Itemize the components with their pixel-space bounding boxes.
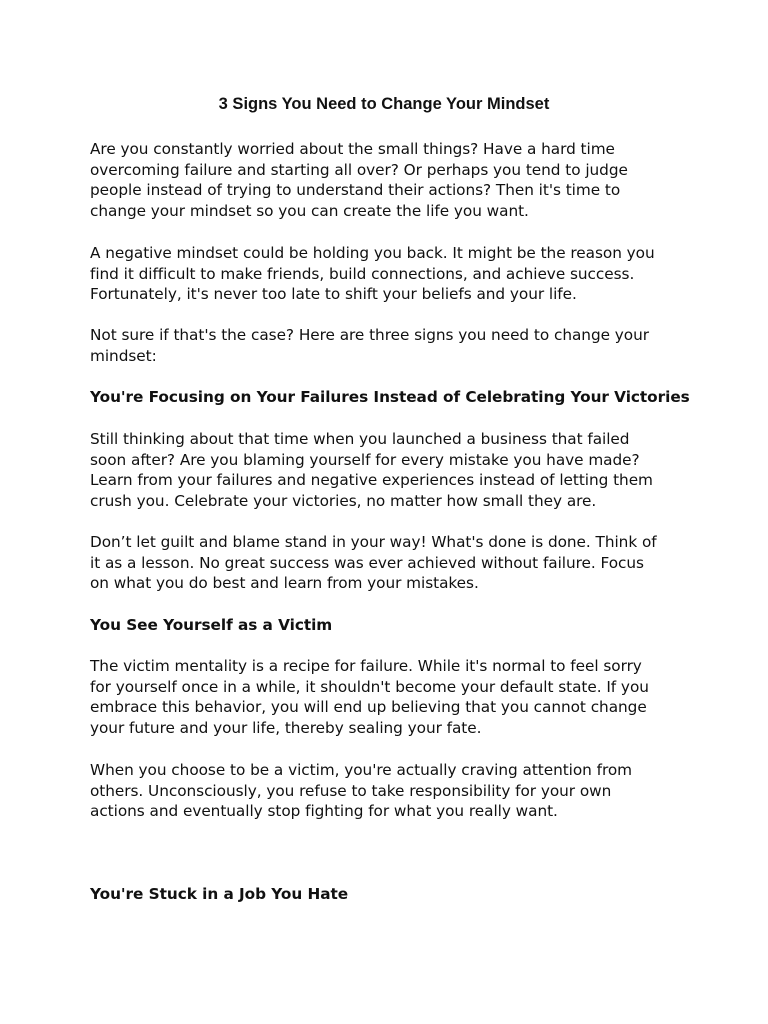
intro-paragraph-2 [90, 243, 690, 305]
text-line: it as a lesson. No great success was ever achieved without failure. Focus [90, 553, 644, 572]
text-line: mindset: [90, 346, 157, 365]
text-line: The victim mentality is a recipe for failure. While it's normal to feel sorry [90, 657, 642, 675]
text-line: your future and your life, thereby sealing your fate. [90, 719, 482, 738]
text-line: others. Unconsciously, you refuse to take responsibility for your own [90, 781, 612, 800]
text-line: Not sure if that's the case? Here are three signs you need to change your [90, 326, 649, 344]
text-line: change your mindset so you can create the life you want. [90, 202, 529, 221]
document-title: 3 Signs You Need to Change Your Mindset [218, 95, 550, 113]
heading-text: You're Stuck in a Job You Hate [90, 885, 349, 903]
text-line: for yourself once in a while, it shouldn't become your default state. If you [90, 677, 649, 696]
heading-text: You're Focusing on Your Failures Instead of Celebrating Your Victories [90, 388, 690, 406]
section-heading-job [90, 884, 690, 905]
text-line: Learn from your failures and negative experiences instead of letting them [90, 471, 653, 490]
text-line: Fortunately, it's never too late to shift your beliefs and your life. [90, 285, 577, 304]
text-line: A negative mindset could be holding you back. It might be the reason you [90, 244, 655, 262]
text-line: soon after? Are you blaming yourself for every mistake you have made? [90, 450, 640, 469]
heading-text: You See Yourself as a Victim [90, 616, 333, 634]
text-line: Still thinking about that time when you launched a business that failed [90, 430, 630, 448]
intro-paragraph-3 [90, 325, 690, 366]
section-1-paragraph-1 [90, 429, 690, 512]
text-line: on what you do best and learn from your mistakes. [90, 574, 479, 593]
text-line: Don’t let guilt and blame stand in your way! What's done is done. Think of [90, 533, 657, 551]
section-1-paragraph-2 [90, 532, 690, 594]
text-line: actions and eventually stop fighting for what you really want. [90, 802, 558, 821]
section-2-paragraph-1 [90, 656, 690, 739]
text-line: When you choose to be a victim, you're actually craving attention from [90, 761, 633, 779]
section-heading-failures [90, 387, 690, 408]
intro-paragraph-1 [90, 139, 690, 222]
text-line: find it difficult to make friends, build connections, and achieve success. [90, 264, 635, 283]
text-line: embrace this behavior, you will end up believing that you cannot change [90, 698, 647, 717]
text-line: overcoming failure and starting all over? Or perhaps you tend to judge [90, 160, 628, 179]
text-line: crush you. Celebrate your victories, no matter how small they are. [90, 492, 597, 511]
text-line: people instead of trying to understand their actions? Then it's time to [90, 181, 621, 200]
section-heading-victim [90, 615, 690, 636]
text-line: Are you constantly worried about the small things? Have a hard time [90, 140, 615, 158]
section-2-paragraph-2 [90, 760, 690, 822]
